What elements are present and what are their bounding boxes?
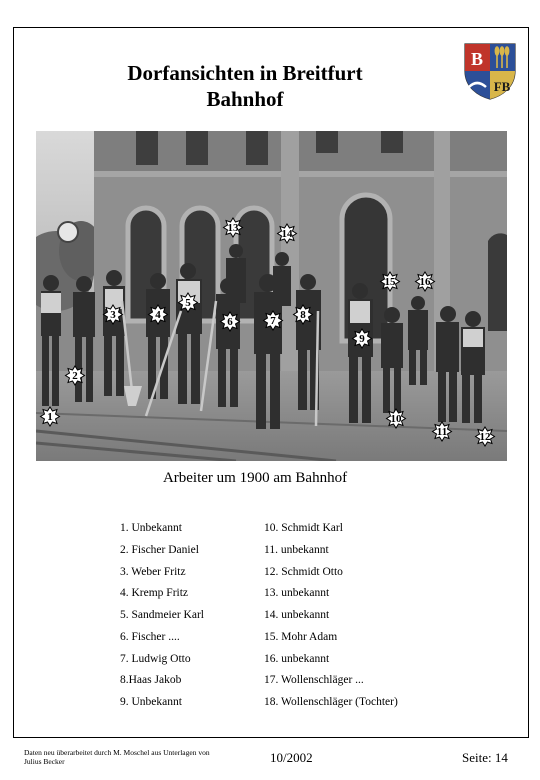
- list-item: 6. Fischer ....: [120, 630, 180, 643]
- svg-text:1: 1: [47, 411, 53, 423]
- marker-4: [149, 305, 168, 324]
- list-item: 3. Weber Fritz: [120, 565, 186, 578]
- marker-11: [433, 422, 452, 441]
- list-item: 13. unbekannt: [264, 587, 330, 600]
- marker-2: [66, 366, 85, 385]
- svg-text:6: 6: [227, 316, 233, 328]
- svg-text:5: 5: [185, 297, 191, 309]
- svg-text:12: 12: [479, 431, 491, 443]
- list-item: 2. Fischer Daniel: [120, 543, 199, 556]
- svg-text:15: 15: [384, 276, 396, 288]
- photo-caption: Arbeiter um 1900 am Bahnhof: [162, 470, 348, 486]
- svg-text:4: 4: [155, 309, 161, 321]
- marker-9: [353, 329, 372, 348]
- breitfurt-coat-of-arms-icon: [462, 41, 518, 101]
- list-item: 11. unbekannt: [264, 543, 329, 556]
- marker-3: [104, 305, 123, 324]
- svg-text:16: 16: [419, 276, 431, 288]
- footer-source-line-1: Daten neu überarbeitet durch M. Moschel aus Unterlagen von: [24, 748, 210, 757]
- marker-16: [416, 272, 435, 291]
- list-item: 12. Schmidt Otto: [264, 565, 343, 578]
- people-list-right: [264, 518, 398, 714]
- marker-10: [387, 409, 406, 428]
- marker-5: [179, 293, 198, 312]
- footer-source-line-2: Julius Becker: [24, 757, 65, 766]
- list-item: 17. Wollenschläger ...: [264, 674, 364, 687]
- page-number: Seite: 14: [462, 750, 508, 765]
- list-item: 4. Kremp Fritz: [120, 587, 189, 600]
- svg-text:13: 13: [227, 222, 239, 234]
- page-title: [80, 60, 410, 112]
- list-item: 5. Sandmeier Karl: [120, 609, 204, 621]
- marker-14: [278, 224, 297, 243]
- svg-text:9: 9: [359, 333, 365, 345]
- svg-text:7: 7: [270, 315, 276, 327]
- list-item: 16. unbekannt: [264, 652, 330, 665]
- marker-1: [41, 407, 60, 426]
- title-line-2: Bahnhof: [206, 87, 284, 111]
- marker-15: [381, 272, 400, 291]
- list-item: 8.Haas Jakob: [120, 674, 182, 687]
- list-item: 18. Wollenschläger (Tochter): [264, 696, 398, 708]
- svg-text:14: 14: [281, 228, 293, 240]
- list-item: 9. Unbekannt: [120, 696, 182, 708]
- footer-date: 10/2002: [270, 750, 313, 765]
- svg-text:8: 8: [300, 309, 306, 321]
- crest-letter-b: B: [470, 49, 484, 69]
- people-list-left: [120, 518, 204, 714]
- svg-text:10: 10: [390, 413, 402, 425]
- marker-12: [476, 427, 495, 446]
- crest-letters-fb: FB: [493, 79, 511, 94]
- svg-text:2: 2: [72, 370, 78, 382]
- list-item: 14. unbekannt: [264, 609, 330, 621]
- svg-text:3: 3: [110, 309, 116, 321]
- marker-7: [264, 311, 283, 330]
- list-item: 7. Ludwig Otto: [120, 652, 191, 665]
- footer-source: [24, 748, 234, 766]
- marker-8: [294, 305, 313, 324]
- historic-photo: [36, 131, 507, 461]
- list-item: 10. Schmidt Karl: [264, 522, 343, 534]
- list-item: 15. Mohr Adam: [264, 630, 338, 643]
- title-line-1: Dorfansichten in Breitfurt: [127, 61, 363, 85]
- list-item: 1. Unbekannt: [120, 522, 182, 534]
- marker-6: [221, 312, 240, 331]
- svg-text:11: 11: [436, 426, 448, 438]
- marker-13: [224, 218, 243, 237]
